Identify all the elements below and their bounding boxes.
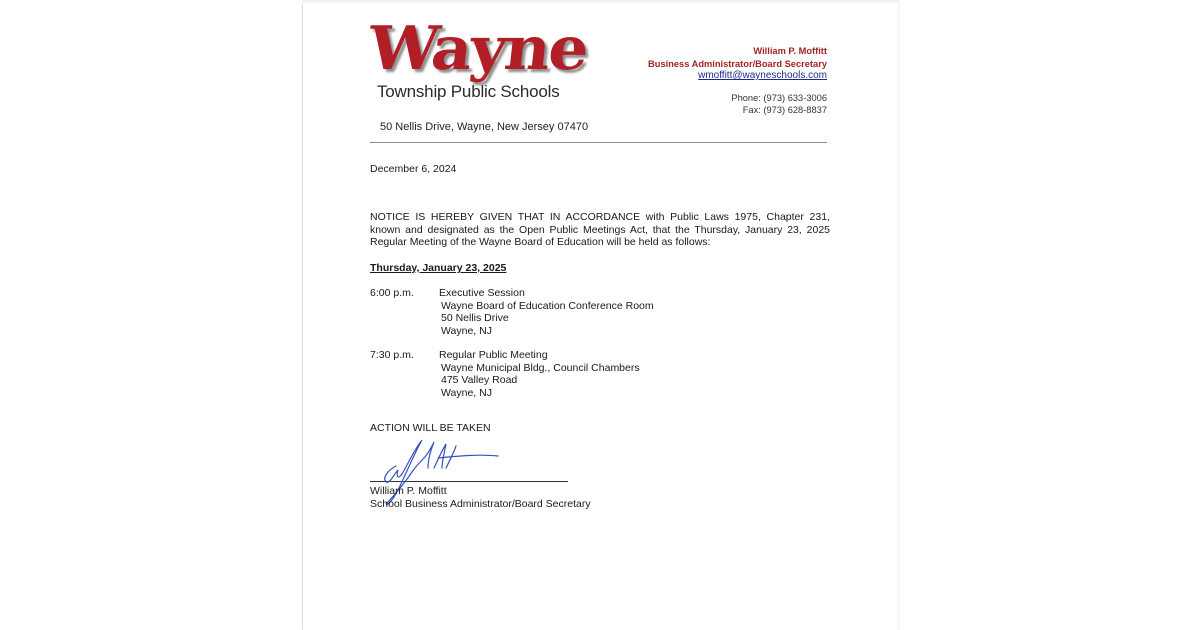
schedule-line: Wayne Board of Education Conference Room — [441, 299, 654, 312]
schedule-details — [439, 349, 640, 399]
action-statement: ACTION WILL BE TAKEN — [370, 422, 491, 434]
schedule-time: 6:00 p.m. — [370, 287, 414, 299]
wayne-logo: Wayne — [364, 14, 591, 84]
schedule-details — [439, 287, 654, 337]
schedule-time: 7:30 p.m. — [370, 349, 414, 361]
schedule-line: Regular Public Meeting — [439, 349, 548, 361]
schedule-line: 475 Valley Road — [441, 374, 518, 386]
contact-email-link[interactable]: wmoffitt@wayneschools.com — [698, 70, 827, 81]
contact-phone: Phone: (973) 633-3006 — [731, 92, 827, 103]
logo-subtitle: Township Public Schools — [377, 82, 560, 101]
spacer — [648, 83, 827, 92]
notice-paragraph: NOTICE IS HEREBY GIVEN THAT IN ACCORDANCE with Public Laws 1975, Chapter 231, known and designated as the Open Public Meetings Act, that the Thursday, January 23, 2025 Regular Meeting of the Wayne Board of Education will be held as follows: — [370, 211, 830, 248]
letterhead-divider — [370, 142, 827, 143]
school-address: 50 Nellis Drive, Wayne, New Jersey 07470 — [380, 121, 589, 133]
contact-block — [648, 45, 827, 117]
contact-fax: Fax: (973) 628-8837 — [742, 105, 827, 115]
schedule-line: Wayne, NJ — [441, 324, 492, 337]
contact-name: William P. Moffitt — [753, 46, 827, 56]
contact-title: Business Administrator/Board Secretary — [648, 58, 827, 69]
page-top-shadow — [302, 0, 898, 4]
signer-block — [370, 485, 591, 510]
schedule-line: Wayne, NJ — [441, 386, 492, 399]
meeting-date-heading: Thursday, January 23, 2025 — [370, 262, 507, 274]
signer-name: William P. Moffitt — [370, 485, 447, 497]
schedule-line: 50 Nellis Drive — [441, 312, 509, 324]
schedule-line: Executive Session — [439, 287, 525, 299]
letter-date: December 6, 2024 — [370, 163, 457, 175]
schedule-line: Wayne Municipal Bldg., Council Chambers — [441, 361, 640, 374]
signer-title: School Business Administrator/Board Secretary — [370, 497, 591, 510]
